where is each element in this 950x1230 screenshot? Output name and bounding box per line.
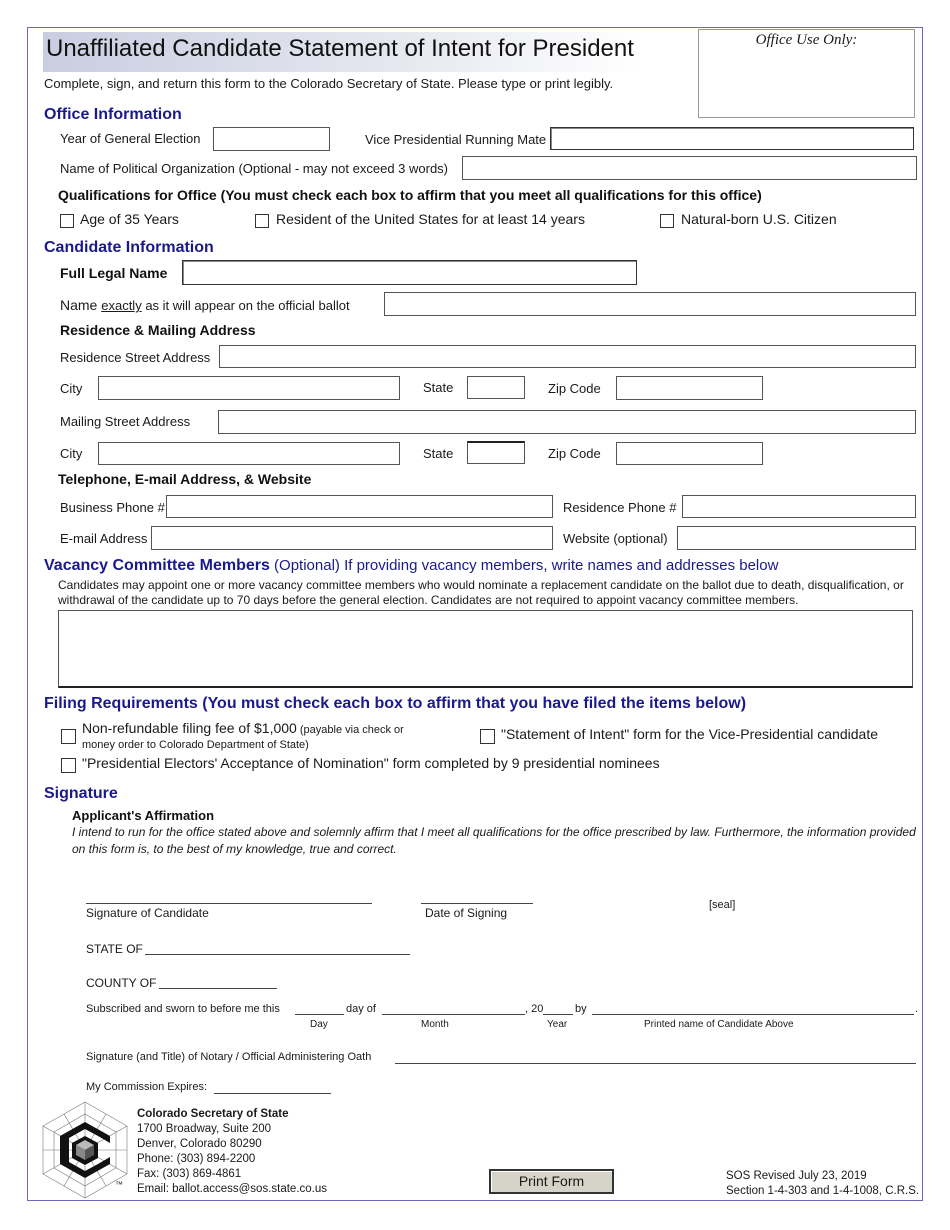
print-form-button[interactable]: Print Form (489, 1169, 614, 1194)
resident-14-years-checkbox[interactable] (255, 214, 269, 228)
electors-label: "Presidential Electors' Acceptance of Nomination" form completed by 9 presidential nominees (82, 755, 660, 771)
residence-city-input[interactable] (98, 376, 400, 400)
section-filing-requirements: Filing Requirements (You must check each box to affirm that you have filed the items below) (44, 695, 747, 712)
sworn-year-line[interactable] (543, 1014, 573, 1015)
state-of-line[interactable] (145, 954, 410, 955)
sos-org-name: Colorado Secretary of State (137, 1108, 289, 1120)
signature-caption: Signature of Candidate (86, 906, 209, 920)
filing-fee-main: Non-refundable filing fee of $1,000 (82, 720, 297, 736)
filing-fee-checkbox[interactable] (61, 729, 76, 744)
affirmation-text: I intend to run for the office stated above and solemnly affirm that I meet all qualifications for the office prescribed by law. Furthermore, the information provided on this form is, to the best of my knowledge, true and correct. (72, 825, 916, 856)
vp-statement-checkbox[interactable] (480, 729, 495, 744)
printed-name-caption: Printed name of Candidate Above (644, 1019, 794, 1030)
vacancy-heading-rest: (Optional) If providing vacancy members, write names and addresses below (269, 557, 779, 574)
sos-contact-block (137, 1107, 327, 1197)
ballot-name-label-exactly: exactly (101, 298, 142, 313)
office-use-box (698, 29, 915, 118)
sworn-text-3: , 20 (525, 1003, 544, 1015)
residence-city-label: City (60, 381, 83, 396)
sos-address-2: Denver, Colorado 80290 (137, 1138, 262, 1150)
mailing-zip-label: Zip Code (548, 446, 601, 461)
sworn-day-line[interactable] (295, 1014, 344, 1015)
ballot-name-input[interactable] (384, 292, 916, 316)
qualifications-heading: Qualifications for Office (You must check each box to affirm that you meet all qualifications for this office) (58, 187, 762, 203)
year-caption: Year (547, 1019, 568, 1030)
email-input[interactable] (151, 526, 553, 550)
commission-label: My Commission Expires: (86, 1081, 208, 1093)
residence-phone-label: Residence Phone # (563, 500, 677, 515)
mailing-street-label: Mailing Street Address (60, 414, 191, 429)
sos-phone: Phone: (303) 894-2200 (137, 1153, 256, 1165)
website-input[interactable] (677, 526, 916, 550)
affirmation-heading: Applicant's Affirmation (72, 808, 215, 823)
county-of-line[interactable] (159, 988, 277, 989)
notary-signature-line[interactable] (395, 1063, 916, 1064)
residence-zip-input[interactable] (616, 376, 763, 400)
electors-checkbox[interactable] (61, 758, 76, 773)
office-use-label: Office Use Only: (755, 32, 858, 48)
residence-state-label: State (423, 380, 454, 395)
age-35-checkbox[interactable] (60, 214, 74, 228)
state-of-label: STATE OF (86, 942, 143, 956)
ballot-name-label (60, 297, 350, 313)
full-legal-name-input[interactable] (182, 260, 637, 285)
vacancy-heading-bold: Vacancy Committee Members (44, 557, 270, 574)
residence-phone-input[interactable] (682, 495, 916, 518)
mailing-state-input[interactable] (467, 441, 525, 464)
address-heading: Residence & Mailing Address (60, 322, 256, 338)
statute-section: Section 1-4-303 and 1-4-1008, C.R.S. (726, 1185, 920, 1197)
revision-block (726, 1169, 919, 1199)
date-signing-line[interactable] (421, 903, 533, 904)
filing-fee-note-2: money order to Colorado Department of State) (82, 739, 309, 751)
email-label: E-mail Address (60, 531, 148, 546)
business-phone-input[interactable] (166, 495, 553, 518)
month-caption: Month (421, 1019, 449, 1030)
website-label: Website (optional) (563, 531, 668, 546)
revision-date: SOS Revised July 23, 2019 (726, 1170, 867, 1182)
sos-email: Email: ballot.access@sos.state.co.us (137, 1183, 328, 1195)
political-organization-input[interactable] (462, 156, 917, 180)
notary-label: Signature (and Title) of Notary / Official Administering Oath (86, 1051, 372, 1063)
mailing-city-label: City (60, 446, 83, 461)
residence-street-input[interactable] (219, 345, 916, 368)
political-org-label: Name of Political Organization (Optional - may not exceed 3 words) (60, 161, 449, 176)
vacancy-members-textarea[interactable] (58, 610, 913, 688)
year-of-election-input[interactable] (213, 127, 330, 151)
day-caption: Day (310, 1019, 328, 1030)
mailing-city-input[interactable] (98, 442, 400, 465)
filing-fee-label (82, 720, 404, 738)
seal-label: [seal] (709, 899, 736, 911)
age-35-label: Age of 35 Years (80, 211, 179, 227)
vacancy-description: Candidates may appoint one or more vacancy committee members who would nominate a replacement candidate on the ballot due to death, disqualification, or withdrawal of the candidate up to 70 days before the general election. Candidates are not required to appoint vacancy committee members. (58, 578, 904, 607)
sworn-text-2: day of (346, 1003, 376, 1015)
vp-running-mate-label: Vice Presidential Running Mate (365, 132, 547, 147)
mailing-street-input[interactable] (218, 410, 916, 434)
vp-running-mate-input[interactable] (550, 127, 914, 150)
mailing-state-label: State (423, 446, 454, 461)
section-candidate-information: Candidate Information (44, 239, 214, 256)
natural-born-label: Natural-born U.S. Citizen (681, 211, 837, 227)
sworn-text-end: . (915, 1003, 919, 1015)
filing-fee-note-1: (payable via check or (296, 724, 404, 736)
county-of-label: COUNTY OF (86, 976, 157, 990)
date-signing-caption: Date of Signing (425, 906, 508, 920)
natural-born-checkbox[interactable] (660, 214, 674, 228)
commission-line[interactable] (214, 1093, 331, 1094)
sos-fax: Fax: (303) 869-4861 (137, 1168, 242, 1180)
resident-14-years-label: Resident of the United States for at least 14 years (276, 211, 585, 227)
sworn-text-1: Subscribed and sworn to before me this (86, 1003, 280, 1015)
ballot-name-label-pre: Name (60, 297, 102, 313)
vp-statement-label: "Statement of Intent" form for the Vice-Presidential candidate (501, 726, 878, 742)
residence-street-label: Residence Street Address (60, 350, 211, 365)
form-title: Unaffiliated Candidate Statement of Intent for President (43, 32, 641, 72)
candidate-signature-line[interactable] (86, 903, 372, 904)
business-phone-label: Business Phone # (60, 500, 165, 515)
sos-address-1: 1700 Broadway, Suite 200 (137, 1123, 272, 1135)
form-instructions: Complete, sign, and return this form to the Colorado Secretary of State. Please type or print legibly. (44, 76, 614, 91)
sworn-printed-name-line[interactable] (592, 1014, 914, 1015)
trademark-symbol: ™ (115, 1180, 123, 1189)
year-label: Year of General Election (60, 131, 201, 146)
section-signature: Signature (44, 785, 118, 802)
ballot-name-label-post: as it will appear on the official ballot (141, 298, 350, 313)
residence-zip-label: Zip Code (548, 381, 601, 396)
sworn-month-line[interactable] (382, 1014, 525, 1015)
full-legal-name-label: Full Legal Name (60, 265, 168, 281)
contact-heading: Telephone, E-mail Address, & Website (58, 471, 312, 487)
mailing-zip-input[interactable] (616, 442, 763, 465)
section-office-information: Office Information (44, 106, 182, 123)
residence-state-input[interactable] (467, 376, 525, 399)
vacancy-heading (44, 557, 778, 575)
sworn-text-4: by (575, 1003, 587, 1015)
